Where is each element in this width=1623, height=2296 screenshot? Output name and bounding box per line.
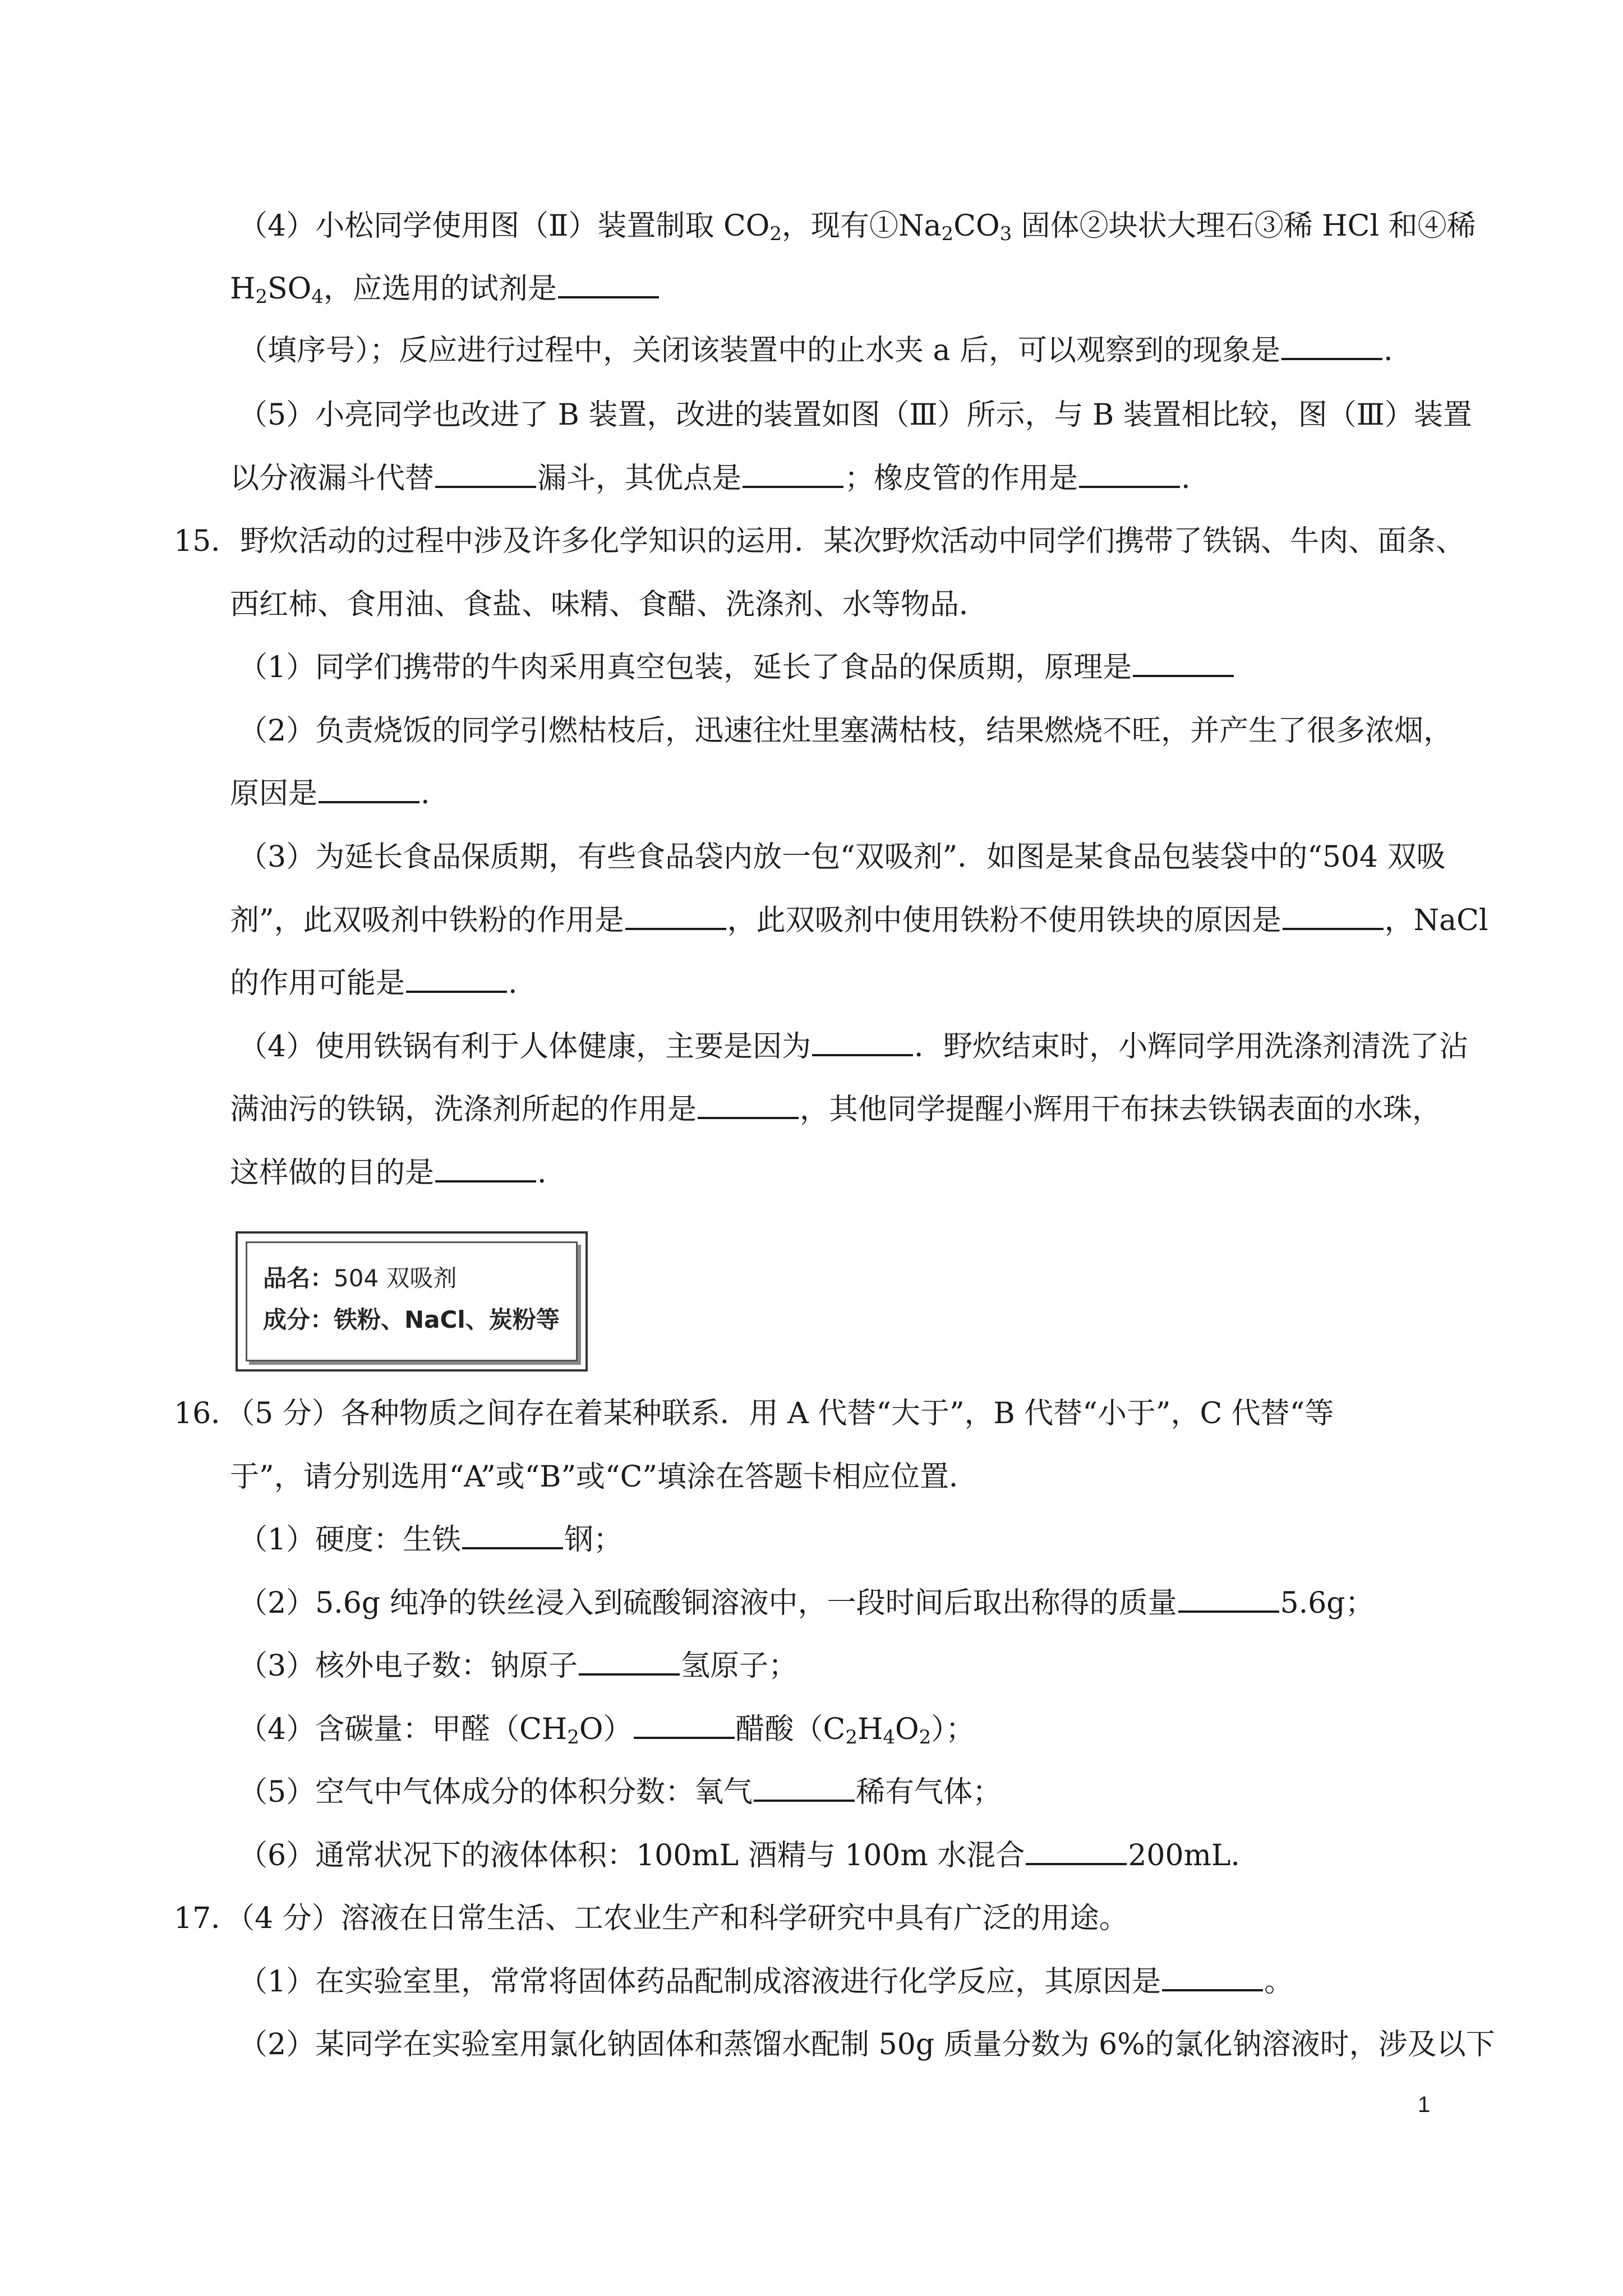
answer-blank[interactable]: [812, 1054, 913, 1056]
answer-blank[interactable]: [698, 1117, 799, 1119]
q17-p2: （2）某同学在实验室用氯化钠固体和蒸馏水配制 50g 质量分数为 6%的氯化钠溶液时，涉及以下: [238, 2028, 1495, 2062]
q15-p3-line1: （3）为延长食品保质期，有些食品袋内放一包“双吸剂”．如图是某食品包装袋中的“504 双吸: [238, 840, 1446, 874]
answer-blank[interactable]: [754, 1800, 855, 1802]
q17-p1: （1）在实验室里，常常将固体药品配制成溶液进行化学反应，其原因是 。: [238, 1965, 1294, 1999]
q15-stem-line2: 西红柿、食用油、食盐、味精、食醋、洗涤剂、水等物品．: [230, 588, 989, 622]
q16-stem-line2: 于”，请分别选用“A”或“B”或“C”填涂在答题卡相应位置．: [230, 1460, 978, 1494]
q14-p5-line1: （5）小亮同学也改进了 B 装置，改进的装置如图（Ⅲ）所示，与 B 装置相比较，图（Ⅲ）装置: [238, 398, 1472, 432]
answer-blank[interactable]: [1133, 675, 1234, 677]
label-composition-key: 成分：: [263, 1306, 334, 1333]
q15-p2-line1: （2）负责烧饭的同学引燃枯枝后，迅速往灶里塞满枯枝，结果燃烧不旺，并产生了很多浓烟，: [238, 714, 1453, 748]
q16-p1: （1）硬度：生铁 钢；: [238, 1523, 623, 1557]
q16-p2: （2）5.6g 纯净的铁丝浸入到硫酸铜溶液中，一段时间后取出称得的质量 5.6g；: [238, 1586, 1375, 1620]
q15-p4-line1: （4）使用铁锅有利于人体健康，主要是因为 ．野炊结束时，小辉同学用洗涤剂清洗了沾: [238, 1030, 1469, 1064]
product-label-figure: [236, 1231, 588, 1372]
answer-blank[interactable]: [558, 296, 659, 298]
q15-p3-line3: 的作用可能是 .: [230, 967, 518, 1000]
label-composition-value: 铁粉、NaCl、炭粉等: [334, 1306, 560, 1333]
answer-blank[interactable]: [1162, 1989, 1263, 1991]
q14-p5-line2: 以分液漏斗代替 漏斗，其优点是 ；橡皮管的作用是 .: [230, 462, 1191, 495]
answer-blank[interactable]: [1026, 1863, 1127, 1865]
answer-blank[interactable]: [1178, 1611, 1279, 1613]
answer-blank[interactable]: [435, 486, 536, 488]
answer-blank[interactable]: [462, 1547, 563, 1549]
label-composition-row: [263, 1299, 560, 1341]
answer-blank[interactable]: [319, 801, 419, 803]
answer-blank[interactable]: [1283, 928, 1384, 930]
q15-p4-line3: 这样做的目的是 .: [230, 1156, 547, 1190]
q14-p4-line3: （填序号）；反应进行过程中，关闭该装置中的止水夹 a 后，可以观察到的现象是 .: [238, 334, 1393, 367]
q14-p4-line2: $H_2SO_4$，应选用的试剂是: [230, 269, 660, 309]
page-number: 1: [1418, 2092, 1431, 2117]
answer-blank[interactable]: [406, 991, 507, 993]
product-label: [246, 1241, 578, 1361]
q16-stem-line1: 16．（5 分）各种物质之间存在着某种联系．用 A 代替“大于”，B 代替“小于”，C 代替“等: [174, 1397, 1334, 1430]
label-name-key: 品名：: [263, 1264, 334, 1292]
q15-p1: （1）同学们携带的牛肉采用真空包装，延长了食品的保质期，原理是: [238, 648, 1235, 687]
label-name-row: [263, 1258, 560, 1299]
label-name-value: 504 双吸剂: [334, 1264, 457, 1292]
q17-stem: 17．（4 分）溶液在日常生活、工农业生产和科学研究中具有广泛的用途。: [174, 1902, 1128, 1935]
answer-blank[interactable]: [435, 1180, 536, 1182]
answer-blank[interactable]: [743, 486, 843, 488]
q15-p2-line2: 原因是 .: [230, 777, 430, 811]
answer-blank[interactable]: [625, 928, 726, 930]
q16-p3: （3）核外电子数：钠原子 氢原子；: [238, 1649, 798, 1683]
q15-p4-line2: 满油污的铁锅，洗涤剂所起的作用是 ，其他同学提醒小辉用干布抹去铁锅表面的水珠，: [230, 1093, 1442, 1126]
q16-p4: （4）含碳量：甲醛$(CH_2O)$ 醋酸$(C_2H_4O_2)$；: [238, 1713, 975, 1749]
q16-p5: （5）空气中气体成分的体积分数：氧气 稀有气体；: [238, 1775, 1002, 1809]
answer-blank[interactable]: [1281, 358, 1382, 360]
q16-p6: （6）通常状况下的液体体积：100mL 酒精与 100m 水混合 200mL.: [238, 1839, 1240, 1872]
q14-p4-line1: （4）小松同学使用图（Ⅱ）装置制取 $CO_2$，现有$①Na_2CO_3$ 固体②块状大理石③稀 HCl 和④稀: [238, 209, 1476, 245]
q15-p3-line2: 剂”，此双吸剂中铁粉的作用是 ，此双吸剂中使用铁粉不使用铁块的原因是 ，NaCl: [230, 904, 1488, 937]
answer-blank[interactable]: [1079, 486, 1180, 488]
answer-blank[interactable]: [579, 1673, 680, 1676]
answer-blank[interactable]: [634, 1737, 735, 1739]
q15-stem-line1: 15．野炊活动的过程中涉及许多化学知识的运用．某次野炊活动中同学们携带了铁锅、牛肉、面条、: [174, 524, 1465, 558]
